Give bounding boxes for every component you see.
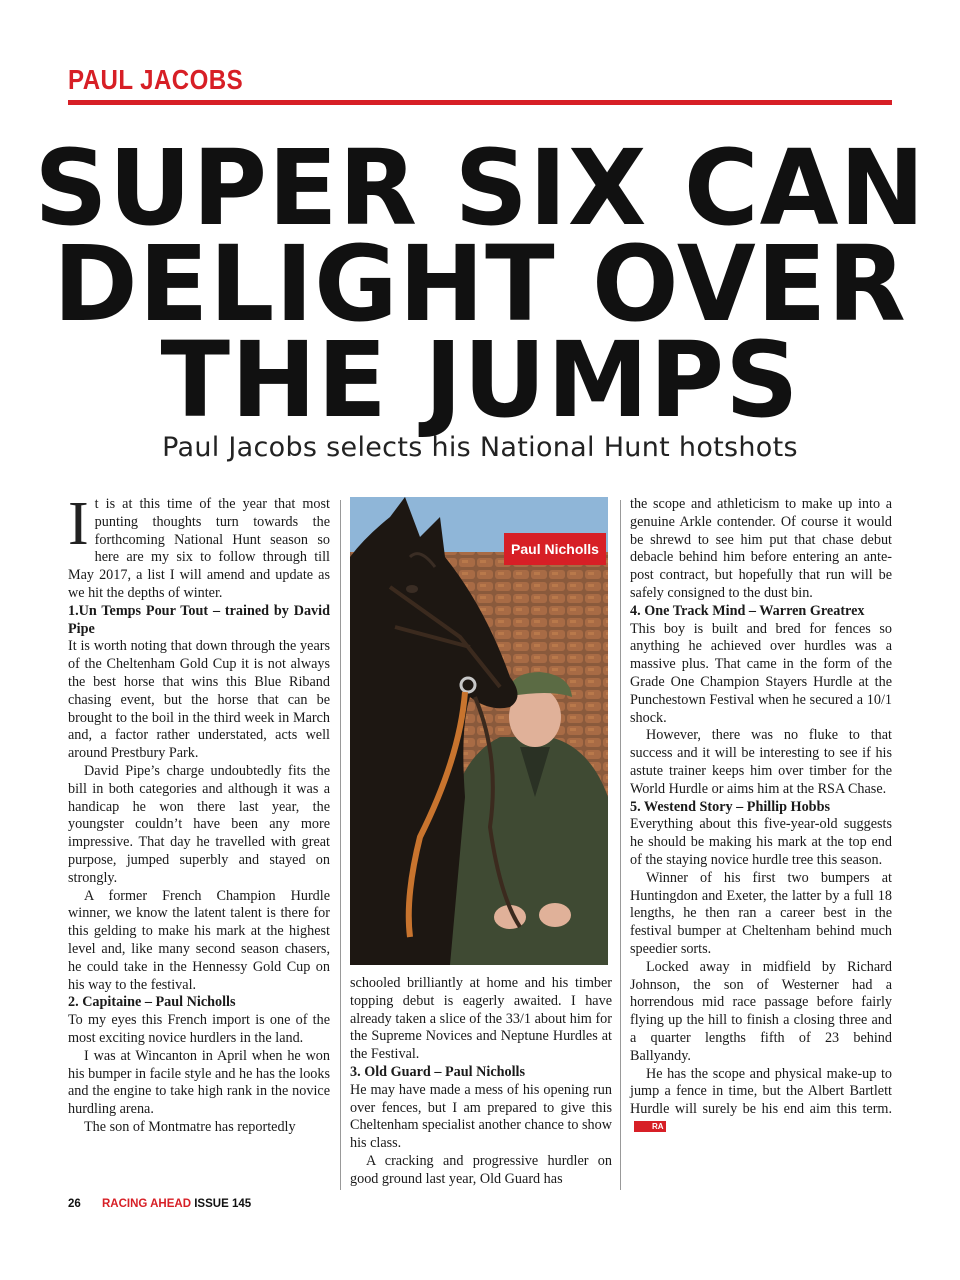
photo-horse-and-trainer [350,497,608,965]
paragraph: This boy is built and bred for fences so anything he achieved over hurdles was a massive plus. That came in the form of the Grade One Champion Stayers Hurdle at the Punchestown Festival when he secured a 10/1 shock. [630,620,892,726]
paragraph: the scope and athleticism to make up into a genuine Arkle contender. Of course it would be shrewd to see him put that chase debut debacle behind him before entering an ante-post contract, but hopefully that run will be safely consigned to the dust bin. [630,496,892,601]
section-kicker: PAUL JACOBS [68,64,244,95]
article-column-3 [630,496,892,1137]
subhead-old-guard: 3. Old Guard – Paul Nicholls [350,1063,526,1080]
paragraph: I was at Wincanton in April when he won his bumper in facile style and he has the looks and the engine to take high rank in the novice hurdling arena. [68,1047,331,1118]
column-divider [620,500,621,1190]
paragraph: To my eyes this French import is one of the most exciting novice hurdlers in the land. [68,1012,330,1046]
paragraph: A former French Champion Hurdle winner, we know the latent talent is there for this gelding to make his mark at the highest level and, like many second season chasers, he could take in the Hennessy Gold Cup on his way to the festival. [68,887,330,993]
headline-line-1: SUPER SIX CAN [34,127,926,249]
end-mark-icon: RA [634,1121,666,1132]
photo-illustration [350,497,608,965]
paragraph: He may have made a mess of his opening run over fences, but I am prepared to give this Cheltenham specialist another chance to show his class. [350,1081,612,1152]
subhead-un-temps-pour-tout: 1.Un Temps Pour Tout – trained by David Pipe [68,602,330,637]
paragraph: Everything about this five-year-old suggests he should be making his mark at the top end of the staying novice hurdle tree this season. [630,816,892,868]
paragraph: Locked away in midfield by Richard Johnson, the son of Westerner had a horrendous mid race passage before fairly flying up the hill to finish a closing three and a quarter lengths fifth of 23 behind Ballyandy. [630,958,892,1064]
paragraph: A cracking and progressive hurdler on good ground last year, Old Guard has [350,1152,612,1187]
subhead-one-track-mind: 4. One Track Mind – Warren Greatrex [630,602,865,619]
subhead-westend-story: 5. Westend Story – Phillip Hobbs [630,798,830,815]
article-column-1 [68,490,331,1137]
column-divider [340,500,341,1190]
paragraph: However, there was no fluke to that success and it will be interesting to see if his astute trainer keeps him over timber for the World Hurdle or aims him at the RSA Chase. [630,727,892,797]
paragraph: It is worth noting that down through the years of the Cheltenham Gold Cup it is not always the best horse that wins this Blue Riband chasing event, but the horse that can be brought to the boil in the third week in March and, a factor rather understated, acts well around Prestbury Park. [68,638,330,762]
magazine-name: RACING AHEAD [102,1198,192,1210]
header-rule [68,100,892,105]
paragraph: schooled brilliantly at home and his timber topping debut is eagerly awaited. I have already taken a slice of the 33/1 about him for the Supreme Novices and Neptune Hurdles at the Festival. [350,975,612,1063]
photo-caption-tag: Paul Nicholls [504,533,606,565]
paragraph: The son of Montmatre has reportedly [84,1118,296,1135]
headline-line-2: DELIGHT OVER [53,223,907,345]
paragraph: Winner of his first two bumpers at Huntingdon and Exeter, the latter by a full 18 lengths, he then ran a career best in the festival bumper at Cheltenham behind much speedier sorts. [630,869,892,957]
issue-number: ISSUE 145 [194,1198,252,1210]
subhead-capitaine: 2. Capitaine – Paul Nicholls [68,994,236,1011]
article-column-2 [350,975,612,1189]
paragraph: He has the scope and physical make-up to jump a fence in time, but the Albert Bartlett Hurdle will surely be his end aim this term.RA [630,1065,892,1131]
page-number: 26 [68,1198,81,1210]
paragraph: David Pipe’s charge undoubtedly fits the bill in both categories and although it was a handicap he won there last year, the youngster couldn’t have been any more impressive. That day he travelled with great purpose, jumped superbly and stayed on strongly. [68,762,330,886]
headline-line-3: THE JUMPS [160,319,800,441]
drop-cap: I [68,490,89,558]
intro-paragraph: It is at this time of the year that most punting thoughts turn towards the forthcoming National Hunt season so here are my six to follow through till May 2017, a list I will amend and update as we hit the depths of winter. [68,490,330,601]
headline [0,127,960,441]
standfirst: Paul Jacobs selects his National Hunt hotshots [162,432,798,463]
page-footer [68,1198,251,1210]
